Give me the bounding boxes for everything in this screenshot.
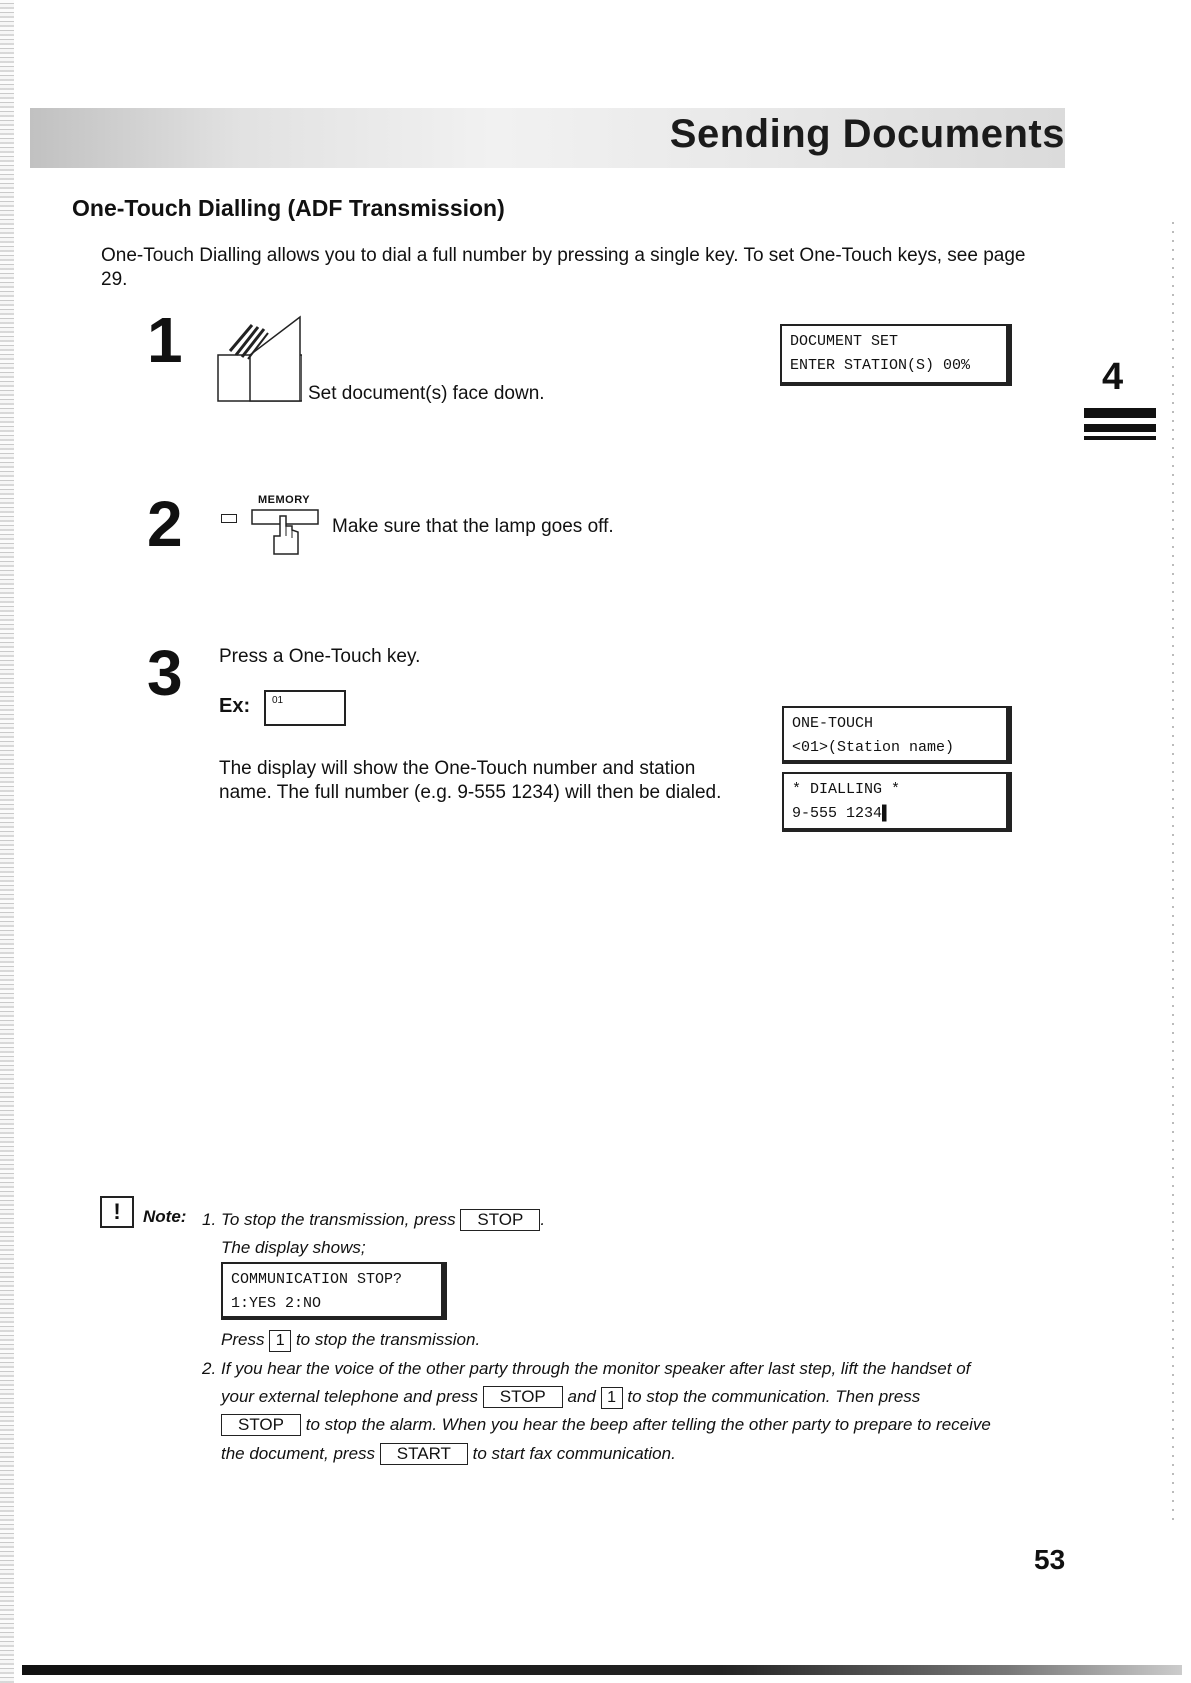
- note-text: .: [540, 1210, 546, 1229]
- lcd-line: 9-555 1234▌: [792, 805, 892, 822]
- one-key: 1: [269, 1330, 291, 1352]
- page-edge-shading: [0, 0, 14, 1683]
- step-number: 1: [147, 304, 183, 376]
- lcd-line: <01>(Station name): [792, 739, 955, 756]
- section-title: One-Touch Dialling (ADF Transmission): [72, 195, 505, 221]
- note-text: To stop the transmission, press: [221, 1210, 456, 1229]
- chapter-tab-bar: [1084, 424, 1156, 432]
- page-number: 53: [1034, 1544, 1066, 1575]
- lcd-line: COMMUNICATION STOP?: [231, 1271, 403, 1288]
- note-text: to stop the transmission.: [295, 1330, 481, 1349]
- lcd-display: [782, 772, 1012, 832]
- lcd-line: ONE-TOUCH: [792, 715, 874, 732]
- lcd-line: 1:YES 2:NO: [231, 1295, 322, 1312]
- note-label: Note:: [143, 1207, 187, 1226]
- chapter-number: 4: [1102, 356, 1124, 398]
- note-text: to start fax communication.: [472, 1444, 676, 1463]
- note-text: to stop the alarm. When you hear the beep after telling the other party to prepare to receive: [305, 1415, 991, 1434]
- lcd-display: [780, 324, 1012, 386]
- example-label: Ex:: [219, 695, 251, 717]
- lcd-line: DOCUMENT SET: [790, 333, 899, 350]
- note-line: [221, 1440, 676, 1468]
- note-text: to stop the communication. Then press: [627, 1387, 921, 1406]
- step-number: 3: [147, 637, 183, 709]
- lcd-display: [782, 706, 1012, 764]
- page-edge-dots: [1172, 220, 1174, 1520]
- note-icon: !: [100, 1196, 134, 1228]
- stop-key: STOP: [460, 1209, 540, 1231]
- note-text: Press: [221, 1330, 265, 1349]
- lcd-display: [221, 1262, 447, 1320]
- lcd-line: ENTER STATION(S) 00%: [790, 357, 971, 374]
- step-text: Make sure that the lamp goes off.: [332, 516, 614, 537]
- stop-key: STOP: [483, 1386, 563, 1408]
- lcd-line: * DIALLING *: [792, 781, 901, 798]
- note-line: [221, 1206, 545, 1234]
- step-text: Set document(s) face down.: [308, 383, 545, 404]
- note-item-number: 2.: [202, 1359, 217, 1378]
- note-text: the document, press: [221, 1444, 376, 1463]
- note-text: and: [567, 1387, 596, 1406]
- note-text: The display shows;: [221, 1238, 366, 1257]
- page-title: Sending Documents: [669, 112, 1065, 156]
- note-line: [221, 1411, 991, 1439]
- note-item-number: 1.: [202, 1210, 217, 1229]
- bottom-rule: [22, 1665, 1182, 1675]
- step-number: 2: [147, 488, 183, 560]
- start-key: START: [380, 1443, 468, 1465]
- note-text: If you hear the voice of the other party through the monitor speaker after last step, lift the handset of: [221, 1359, 971, 1378]
- one-touch-key-example: 01: [264, 690, 346, 726]
- memory-button-label: MEMORY: [258, 494, 311, 506]
- note-line: [221, 1383, 920, 1411]
- chapter-tab-bar: [1084, 408, 1156, 418]
- lamp-indicator-icon: [221, 514, 237, 523]
- note-line: [221, 1326, 480, 1354]
- document-feed-icon: [216, 315, 302, 403]
- step-description: The display will show the One-Touch number and station name. The full number (e.g. 9-555 1234) will then be dialed.: [219, 758, 722, 803]
- one-key: 1: [601, 1387, 623, 1409]
- section-intro: One-Touch Dialling allows you to dial a full number by pressing a single key. To set One-Touch keys, see page 29.: [101, 245, 1026, 290]
- memory-button-icon: [250, 508, 320, 556]
- stop-key: STOP: [221, 1414, 301, 1436]
- step-text: Press a One-Touch key.: [219, 646, 421, 667]
- note-text: your external telephone and press: [221, 1387, 479, 1406]
- chapter-tab-bar: [1084, 436, 1156, 440]
